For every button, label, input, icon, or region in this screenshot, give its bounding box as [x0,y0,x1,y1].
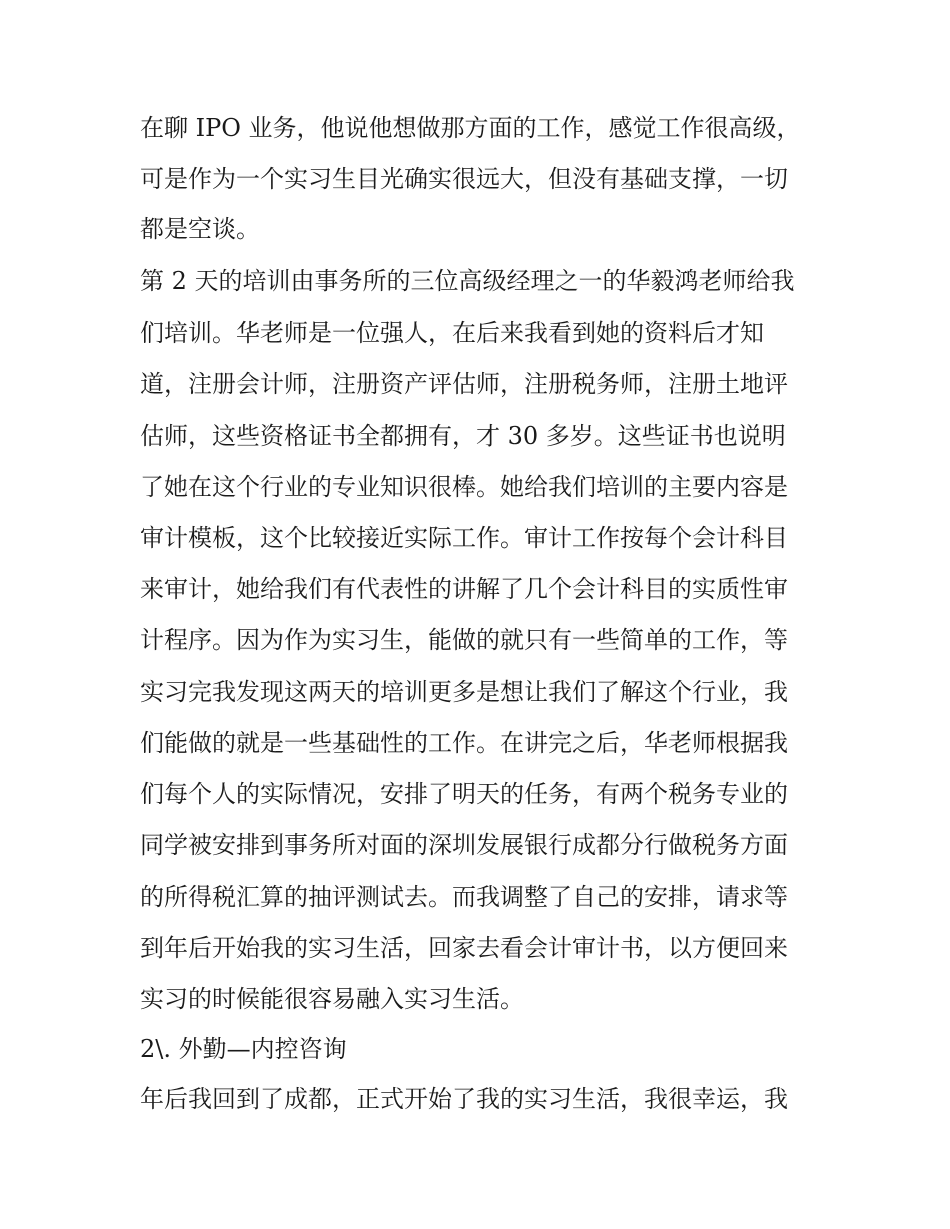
paragraph-line: 来审计，她给我们有代表性的讲解了几个会计科目的实质性审 [140,575,788,603]
paragraph-line: 们能做的就是一些基础性的工作。在讲完之后，华老师根据我 [140,729,788,757]
paragraph-line: 同学被安排到事务所对面的深圳发展银行成都分行做税务方面 [140,831,788,859]
paragraph-line: 第 2 天的培训由事务所的三位高级经理之一的华毅鸿老师给我 [140,267,795,295]
paragraph-line: 了她在这个行业的专业知识很棒。她给我们培训的主要内容是 [140,473,788,501]
paragraph-line: 估师，这些资格证书全都拥有，才 30 多岁。这些证书也说明 [140,422,786,450]
paragraph-line: 可是作为一个实习生目光确实很远大，但没有基础支撑，一切 [140,165,788,193]
paragraph-line: 道，注册会计师，注册资产评估师，注册税务师，注册土地评 [140,370,788,398]
paragraph-line: 到年后开始我的实习生活，回家去看会计审计书，以方便回来 [140,934,788,962]
paragraph-line: 们每个人的实际情况，安排了明天的任务，有两个税务专业的 [140,780,788,808]
paragraph-line: 年后我回到了成都，正式开始了我的实习生活，我很幸运，我 [140,1085,788,1113]
paragraph-line: 在聊 IPO 业务，他说他想做那方面的工作，感觉工作很高级， [140,114,801,142]
paragraph-line: 们培训。华老师是一位强人，在后来我看到她的资料后才知 [140,319,764,347]
paragraph-line: 都是空谈。 [140,215,260,243]
paragraph-line: 实习的时候能很容易融入实习生活。 [140,985,524,1013]
paragraph-line: 审计模板，这个比较接近实际工作。审计工作按每个会计科目 [140,524,788,552]
paragraph-line: 的所得税汇算的抽评测试去。而我调整了自己的安排，请求等 [140,883,788,911]
paragraph-line: 计程序。因为作为实习生，能做的就只有一些简单的工作，等 [140,626,788,654]
paragraph-line: 实习完我发现这两天的培训更多是想让我们了解这个行业，我 [140,678,788,706]
section-heading: 2\. 外勤—内控咨询 [140,1035,347,1063]
